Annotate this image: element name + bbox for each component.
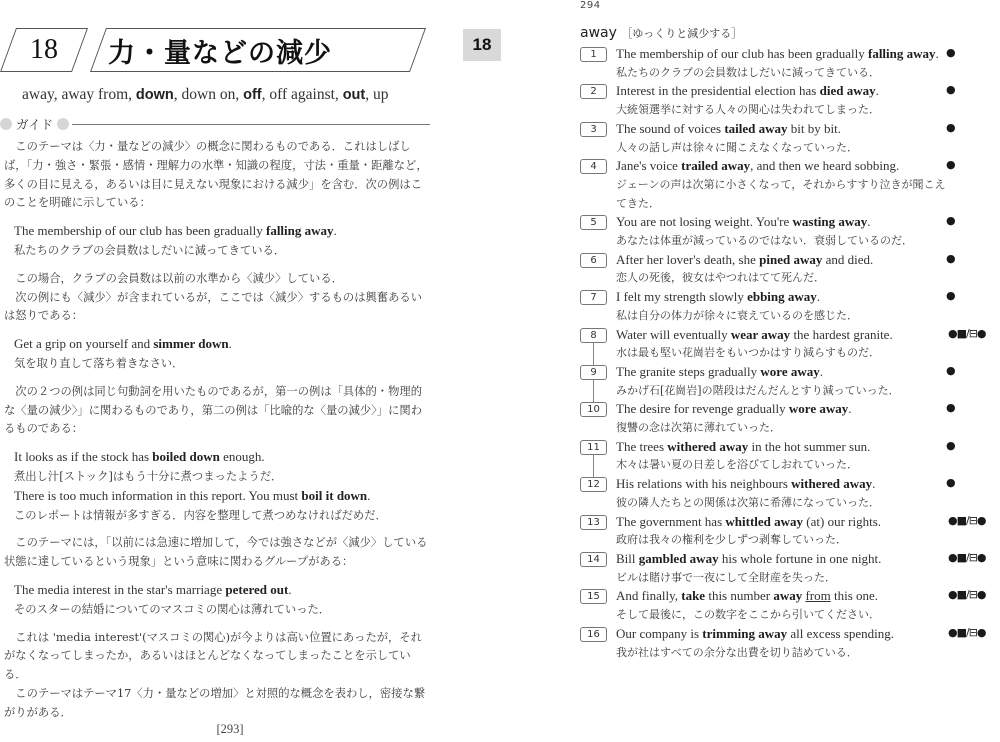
example [4,448,432,525]
example-en: Jane's voice [616,158,682,174]
example-number: 3 [580,122,607,137]
circle-bullet-icon [57,118,69,130]
example-ja: 私たちのクラブの会員数はしだいに減ってきている． [14,243,286,257]
paragraph: この場合，クラブの会員数は以前の水準から〈減少〉している． [15,271,343,285]
example-en: The sound of voices [616,120,725,136]
group-connector-line [593,380,594,402]
phrasal-verb: died away [819,83,876,99]
example-ja: 木々は暑い夏の日差しを浴びてしおれていった． [616,458,858,472]
grammar-pattern-icon: ● [946,438,955,452]
example-en: Bill [616,550,639,566]
page-number: [293] [216,722,244,736]
grammar-pattern-icon: ● [946,214,955,228]
example-number: 11 [580,440,607,455]
example-ja: ビルは賭け事で一夜にして全財産を失った． [616,570,836,584]
example-en: The membership of our club has been gradually [14,223,266,239]
example-ja: 政府は我々の権利を少しずつ剥奪していった． [616,533,847,547]
phrasal-verb: falling away [867,46,936,61]
grammar-pattern-icon: ●■/⊟● [948,326,986,340]
example-number: 1 [580,47,607,62]
example-en: enough. [219,449,265,465]
example-number: 2 [580,84,607,99]
phrasal-verb: petered out [225,581,289,597]
grammar-pattern-icon: ● [946,476,955,490]
particle-bold: out [342,87,366,103]
example-en: The government has [616,513,726,529]
guide-body [4,138,432,723]
example-ja: 水は最も堅い花崗岩をもいつかはすり減らすものだ． [616,346,880,360]
example-number: 9 [580,365,607,380]
example-en: . [935,46,939,61]
grammar-pattern-icon: ● [946,83,955,97]
example-en: . [819,363,823,379]
example-number: 7 [580,290,607,305]
grammar-pattern-icon: ● [946,158,955,172]
example-number: 12 [580,477,607,492]
example-en: all excess spending. [787,625,895,641]
grammar-pattern-icon: ●■/⊟● [948,513,986,527]
guide-heading [0,114,430,134]
example-ja: あなたは体重が減っているのではない．衰弱しているのだ． [616,234,913,248]
phrasal-verb: trimming away [702,625,788,641]
example-entry [580,550,1000,587]
example-en: You are not losing weight. You're [616,214,793,230]
example [4,581,432,620]
paragraph: このテーマは〈力・量などの減少〉の概念に関わるものである．これはしばしば，「力・強さ・緊張・感情・理解力の水準・知識の程度，寸法・重量・距離など，多くの目に見える，あるいは目に見えない現象における減少」を含む．次の例はこのことを明確に示している： [4,140,428,210]
example-en: the hardest granite. [790,326,893,342]
phrasal-verb: withered away [791,476,873,492]
example-entry [580,120,1000,157]
group-connector-line [593,455,594,477]
phrasal-particle: away [773,588,803,604]
example-number: 16 [580,627,607,642]
example-number: 13 [580,515,607,530]
example-en: There is too much information in this report. You must [14,487,302,503]
example-ja: 人々の話し声は徐々に聞こえなくなっていった． [616,140,858,154]
example-en: The desire for revenge gradually [616,401,789,417]
phrasal-verb: boiled down [152,449,220,465]
example-en: The membership of our club has been gradually [616,46,868,61]
grammar-pattern-icon: ● [946,289,955,303]
example-number: 14 [580,552,607,567]
example-number: 15 [580,589,607,604]
example-en: this one. [830,588,879,604]
example-entry [580,438,1000,475]
grammar-pattern-icon: ● [946,251,955,265]
grammar-pattern-icon: ● [946,46,955,59]
example-en: in the hot summer sun. [748,438,871,454]
phrasal-verb: trailed away [681,158,751,174]
example-en: Interest in the presidential election has [616,83,820,99]
particle-text: , down on, [173,86,244,103]
example-entry [580,513,1000,550]
phrasal-verb: pined away [759,251,823,267]
phrasal-verb: wore away [760,363,820,379]
example-ja: 私たちのクラブの会員数はしだいに減ってきている． [616,65,880,79]
example-entry [580,251,1000,288]
example-ja: 我が社はすべての余分な出費を切り詰めている． [616,645,858,659]
phrasal-verb: withered away [667,438,749,454]
paragraph: 次の例にも〈減少〉が含まれているが，ここでは〈減少〉するものは興奮あるいは怒りである： [4,290,422,323]
example-entry [580,82,1000,119]
example [4,335,432,374]
phrasal-verb: gambled away [638,550,719,566]
paragraph: 次の２つの例は同じ句動詞を用いたものであるが，第一の例は「具体的・物理的な〈量の減少〉」に関わるものであり，第二の例は「比喩的な〈量の減少〉」に関わるものである： [4,384,422,436]
grammar-pattern-icon: ● [946,120,955,134]
example [4,222,432,261]
particle-bold: off [243,87,262,103]
example-en: Our company is [616,625,703,641]
example-en: and died. [822,251,874,267]
example-en: The trees [616,438,668,454]
example-ja: 気を取り直して落ち着きなさい． [14,356,184,370]
example-en: (at) our rights. [803,513,882,529]
example-ja: 私は自分の体力が徐々に衰えているのを感じた． [616,308,858,322]
grammar-pattern-icon: ●■/⊟● [948,625,986,639]
particle-bold: down [135,87,174,103]
example-en: His relations with his neighbours [616,476,792,492]
grammar-pattern-icon: ● [946,363,955,377]
grammar-pattern-icon: ●■/⊟● [948,550,986,564]
example-en: . [816,289,821,305]
example-number: 6 [580,253,607,268]
phrasal-verb: wear away [730,326,791,342]
example-ja: 煮出し汁[ストック]はもう十分に煮つまったようだ． [14,469,283,483]
phrasal-verb: wasting away [792,214,868,230]
phrasal-verb: tailed away [724,120,788,136]
guide-label: ガイド [16,117,54,132]
example-ja: みかげ石[花崗岩]の階段はだんだんとすり減っていった． [616,383,900,397]
particle-text: , up [365,86,389,103]
example-en: . [333,223,337,239]
section-gloss: ［ゆっくりと減少する］ [621,27,743,40]
section-heading [580,25,742,41]
right-page [560,0,1000,742]
example-en: After her lover's death, she [616,251,760,267]
example-entry [580,326,1000,363]
example-en: The granite steps gradually [616,363,761,379]
example-en: The media interest in the star's marriage [14,581,226,597]
example-entry [580,288,1000,325]
example-entry [580,475,1000,512]
phrasal-verb: ebbing away [747,289,817,305]
phrasal-verb: whittled away [725,513,804,529]
example-ja: 恋人の死後，彼女はやつれはてて死んだ． [616,271,825,285]
particle-list [22,86,388,104]
example-entry [580,625,1000,662]
phrasal-verb: falling away [265,223,334,239]
chapter-side-tab: 18 [463,29,501,61]
section-word: away [580,25,617,41]
group-connector-line [593,343,594,365]
example-en: this number [705,588,774,604]
chapter-title: 力・量などの減少 [108,37,332,69]
example-en: . [867,214,871,230]
example-entry [580,157,1000,213]
example-en: Water will eventually [616,326,731,342]
example-ja: 彼の隣人たちとの関係は次第に希薄になっていった． [616,495,880,509]
underlined-word: from [805,588,831,604]
example-ja: 大統領選挙に対する人々の関心は失われてしまった． [616,103,880,117]
phrasal-verb: take [681,588,706,604]
paragraph: このテーマには，「以前には急速に増加して，今では強さなどが〈減少〉している状態に達しているという現象」という意味に関わるグループがある： [4,536,428,569]
example-number: 4 [580,159,607,174]
example-number: 5 [580,215,607,230]
example-en: . [872,476,876,492]
example-en: . [367,487,371,503]
particle-text: , off against, [261,86,343,103]
grammar-pattern-icon: ● [946,401,955,415]
example-en: his whole fortune in one night. [718,550,882,566]
example-entry [580,587,1000,624]
example-en: , and then we heard sobbing. [750,158,900,174]
example-entry [580,400,1000,437]
example-number: 10 [580,402,607,417]
example-en: . [228,336,232,352]
example-en: . [875,83,879,99]
example-list [580,45,1000,662]
phrasal-verb: boil it down [301,487,368,503]
example-en: And finally, [616,588,682,604]
example-en: It looks as if the stock has [14,449,153,465]
example-en: I felt my strength slowly [616,289,748,305]
page-number: 294 [580,0,601,11]
particle-text: away, away from, [22,86,136,103]
example-en: bit by bit. [787,120,841,136]
example-entry [580,363,1000,400]
paragraph: これは 'media interest'(マスコミの関心)が今よりは高い位置にあったが，それがなくなってしまったか，あるいはほとんどなくなってしまったことを示している． [4,630,422,682]
example-entry [580,45,1000,82]
example-ja: そして最後に，この数字をここから引いてください． [616,608,880,622]
chapter-number: 18 [30,34,58,65]
example-en: . [288,581,292,597]
example-ja: ジェーンの声は次第に小さくなって，それからすすり泣きが聞こえてきた． [616,177,946,210]
example-entry [580,213,1000,250]
circle-bullet-icon [0,118,12,130]
grammar-pattern-icon: ●■/⊟● [948,588,986,602]
phrasal-verb: simmer down [153,336,229,352]
paragraph: このテーマはテーマ17〈力・量などの増加〉と対照的な概念を表わし，密接な繋がりがある． [4,686,426,719]
example-en: . [848,401,852,417]
example-ja: 復讐の念は次第に薄れていった． [616,421,781,435]
divider [72,124,430,125]
phrasal-verb: wore away [788,401,849,417]
example-en: Get a grip on yourself and [14,336,154,352]
example-ja: このレポートは情報が多すぎる．内容を整理して煮つめなければだめだ． [14,508,387,522]
example-number: 8 [580,328,607,343]
example-ja: そのスターの結婚についてのマスコミの関心は薄れていった． [14,602,331,616]
